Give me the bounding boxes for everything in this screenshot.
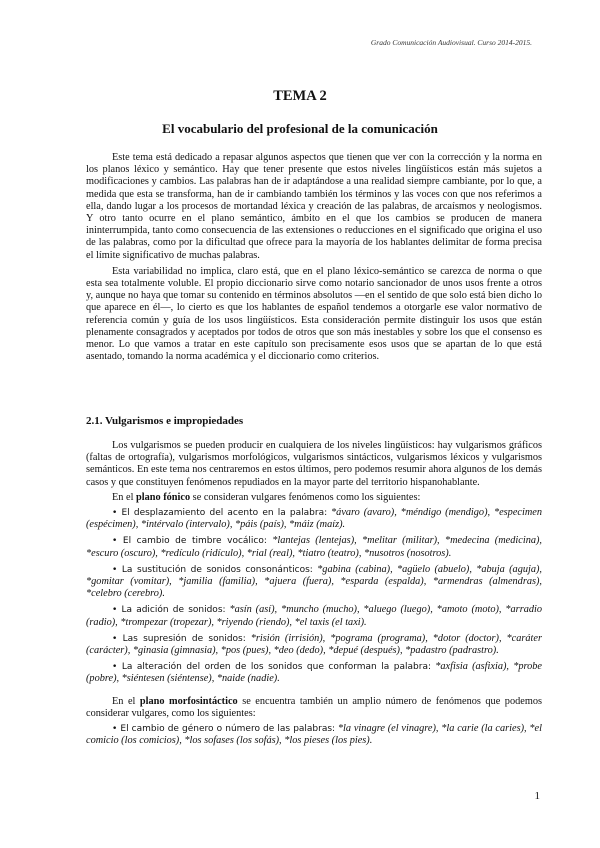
running-header: Grado Comunicación Audiovisual. Curso 2014-2015. [370, 38, 532, 47]
fonico-intro: En el plano fónico se consideran vulgares fenómenos como los siguientes: [112, 491, 421, 503]
page-number: 1 [534, 790, 540, 802]
section-paragraph: Los vulgarismos se pueden producir en cualquiera de los niveles lingüísticos: hay vulgarismos gráficos (faltas de ortografía), vulgarismos morfológicos, vulgarismos sintácticos, vulgarismos léxicos y vulgarismos semánticos. En este tema nos centraremos en estos últimos, pero podemos resumir ahora algunos de los demás casos y que constituyen fenómenos repudiados en la mayor parte del territorio hispanohablante. [86, 440, 542, 488]
intro-text [86, 152, 542, 363]
list-item: • La adición de sonidos: *asín (así), *muncho (mucho), *aluego (luego), *amoto (moto), *arradio (radio), *trompezar (tropezar), *riyendo (riendo), *el taxis (el taxi). [86, 604, 543, 628]
chapter-label: TEMA 2 [273, 88, 327, 104]
page-title: El vocabulario del profesional de la comunicación [162, 121, 438, 136]
list-item: • La alteración del orden de los sonidos que conforman la palabra: *axfisia (asfixia), *probe (pobre), *siéntesen (siéntense), *naide (nadie). [86, 661, 542, 685]
section-heading: 2.1. Vulgarismos e impropiedades [86, 415, 244, 427]
section-text [86, 440, 542, 751]
list-item: • El cambio de timbre vocálico: *lantejas (lentejas), *melitar (militar), *medecina (medicina), *escuro (oscuro), *redículo (ridículo), *rial (real), *tiatro (teatro), *nusotros (nosotros). [86, 535, 542, 559]
intro-paragraph: Esta variabilidad no implica, claro está, que en el plano léxico-semántico se carezca de norma o que esta sea totalmente voluble. El propio diccionario sirve como notario sancionador de unos usos frente a otros y, aunque no haya que tomar su contenido en términos absolutos —en el sentido de que solo está bien dicho lo que aparece en él—, lo cierto es que los hablantes de español tendemos a otorgarle ese valor normativo de referencia común y guía de los usos lingüísticos. Esta consideración permite distinguir los usos que están plenamente consagrados y aceptados por todos de otros que son más inestables y sobre los que el consenso es menor. Lo que vamos a tratar en este capítulo son precisamente esos usos que se apartan de lo que está asentado, tomando la norma académica y el diccionario como criterios. [86, 265, 542, 363]
intro-paragraph: Este tema está dedicado a repasar algunos aspectos que tienen que ver con la corrección y la norma en los planos léxico y semántico. Hay que tener presente que estos niveles lingüísticos están más sujetos a modificaciones y cambios. Las palabras han de ir adaptándose a una realidad siempre cambiante, por lo que, a medida que esta se transforma, han de ir cambiando también los términos y las voces con que nos referimos a ella, dando lugar a los procesos de mortandad léxica y creación de las palabras, de arcaísmos y neologismos. Y otro tanto ocurre en el plano semántico, ámbito en el que los cambios se producen de manera ininterrumpida, tanto como consecuencia de las extensiones o reducciones en el significado que origina el uso de las palabras, como por la dificultad que ofrece para la mayoría de los hablantes delimitar de forma precisa el límite significativo de muchas palabras. [86, 152, 542, 261]
list-item: • El desplazamiento del acento en la palabra: *ávaro (avaro), *méndigo (mendigo), *especimen (espécimen), *intérvalo (intervalo), *páis (país), *máiz (maíz). [86, 507, 542, 531]
morfo-intro: En el plano morfosintáctico se encuentra también un amplio número de fenómenos que podemos considerar vulgares, como los siguientes: [86, 695, 542, 719]
list-item: • La sustitución de sonidos consonánticos: *gabina (cabina), *agüelo (abuelo), *abuja (aguja), *gomitar (vomitar), *jamilia (familia), *ajuera (fuera), *esparda (espalda), *armendras (almendras), *celebro (cerebro). [86, 563, 542, 600]
list-item: • El cambio de género o número de las palabras: *la vinagre (el vinagre), *la carie (la caries), *el comicio (los comicios), *los sofases (los sofás), *los pieses (los pies). [86, 723, 542, 747]
list-item: • Las supresión de sonidos: *risión (irrisión), *pograma (programa), *dotor (doctor), *caráter (carácter), *ginasia (gimnasia), *pos (pues), *deo (dedo), *depué (después), *padastro (padrastro). [86, 632, 542, 657]
